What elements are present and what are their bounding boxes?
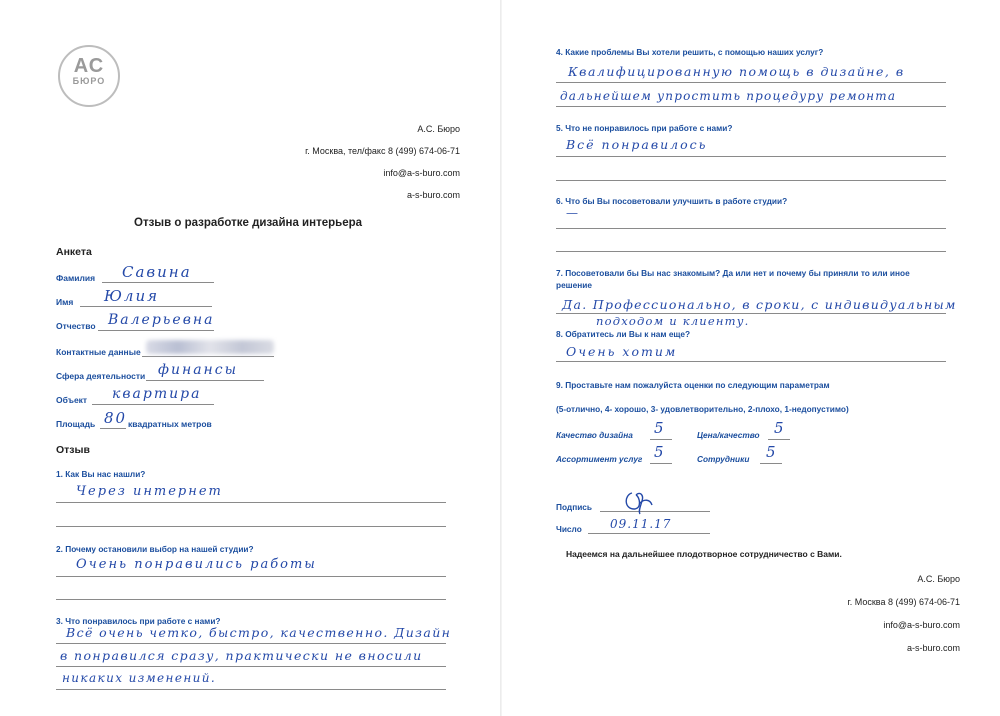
field-label-area: Площадь [56,419,96,429]
field-label-contacts: Контактные данные [56,347,141,357]
date-label: Число [556,524,582,534]
rating-value-staff: 5 [766,443,778,461]
company-logo [58,45,120,107]
field-label-surname: Фамилия [56,273,96,283]
field-label-occupation: Сфера деятельности [56,371,146,381]
field-value-area: 80 [104,409,128,427]
question-3-answer-line3: никаких изменений. [62,671,217,685]
question-3-answer-line2: в понравился сразу, практически не вносили [60,648,423,663]
question-2-label: 2. Почему остановили выбор на нашей студии? [56,544,254,554]
question-4-answer-line1: Квалифицированную помощь в дизайне, в [568,64,905,79]
header-email: info@a-s-buro.com [383,168,460,178]
question-7-label-line2: решение [556,280,592,290]
footer-phone: г. Москва 8 (499) 674-06-71 [847,597,960,607]
field-value-object: квартира [112,386,202,402]
page-fold [500,0,502,716]
field-value-patronymic: Валерьевна [108,312,215,328]
question-5-label: 5. Что не понравилось при работе с нами? [556,123,733,133]
question-2-answer: Очень понравились работы [76,557,317,572]
footer-website: a-s-buro.com [906,643,960,653]
question-5-answer: Всё понравилось [566,137,708,152]
question-4-answer-line2: дальнейшем упростить процедуру ремонта [560,89,897,103]
field-label-patronymic: Отчество [56,321,96,331]
header-website: a-s-buro.com [406,190,460,200]
logo-text-line1: АС [73,55,105,77]
rating-scale: (5-отлично, 4- хорошо, 3- удовлетворительно, 2-плохо, 1-недопустимо) [556,404,849,414]
field-label-name: Имя [56,297,74,307]
question-3-label: 3. Что понравилось при работе с нами? [56,616,221,626]
anketa-heading: Анкета [56,246,92,258]
rating-value-design: 5 [654,419,666,437]
field-value-occupation: финансы [158,362,239,378]
question-8-label: 8. Обратитесь ли Вы к нам еще? [556,329,691,339]
question-7-label: 7. Посоветовали бы Вы нас знакомым? Да или нет и почему бы приняли то или иное [556,268,910,278]
question-9-label: 9. Проставьте нам пожалуйста оценки по следующим параметрам [556,380,830,390]
rating-value-price: 5 [774,419,786,437]
date-value: 09.11.17 [610,517,672,531]
question-6-label: 6. Что бы Вы посоветовали улучшить в работе студии? [556,196,788,206]
signature-label: Подпись [556,502,593,512]
rating-label-design: Качество дизайна [556,430,633,440]
question-1-answer: Через интернет [76,484,223,499]
redacted-contact-data [146,340,274,354]
rating-label-price: Цена/качество [697,430,760,440]
question-3-answer-line1: Всё очень четко, быстро, качественно. Дизайн [66,625,452,640]
document-title: Отзыв о разработке дизайна интерьера [134,217,363,229]
handwritten-signature [622,487,656,515]
rating-value-assortment: 5 [654,443,666,461]
field-area-suffix: квадратных метров [128,419,212,429]
question-7-answer-line1: Да. Профессионально, в сроки, с индивидуальным [562,297,957,312]
question-1-label: 1. Как Вы нас нашли? [56,469,146,479]
rating-label-assortment: Ассортимент услуг [556,454,643,464]
rating-label-staff: Сотрудники [697,454,750,464]
otzyv-heading: Отзыв [56,444,90,456]
logo-text-line2: БЮРО [72,76,106,86]
field-value-surname: Савина [122,263,192,281]
field-value-name: Юлия [104,287,160,305]
question-8-answer: Очень хотим [566,344,678,359]
question-6-answer: — [566,206,580,220]
field-label-object: Объект [56,395,88,405]
footer-company-name: А.С. Бюро [917,574,960,584]
header-company-name: А.С. Бюро [417,124,460,134]
question-4-label: 4. Какие проблемы Вы хотели решить, с помощью наших услуг? [556,47,824,57]
footer-email: info@a-s-buro.com [883,620,960,630]
header-phone: г. Москва, тел/факс 8 (499) 674-06-71 [305,146,460,156]
closing-text: Надеемся на дальнейшее плодотворное сотрудничество с Вами. [566,549,842,559]
question-7-answer-line2: подходом и клиенту. [596,314,750,328]
